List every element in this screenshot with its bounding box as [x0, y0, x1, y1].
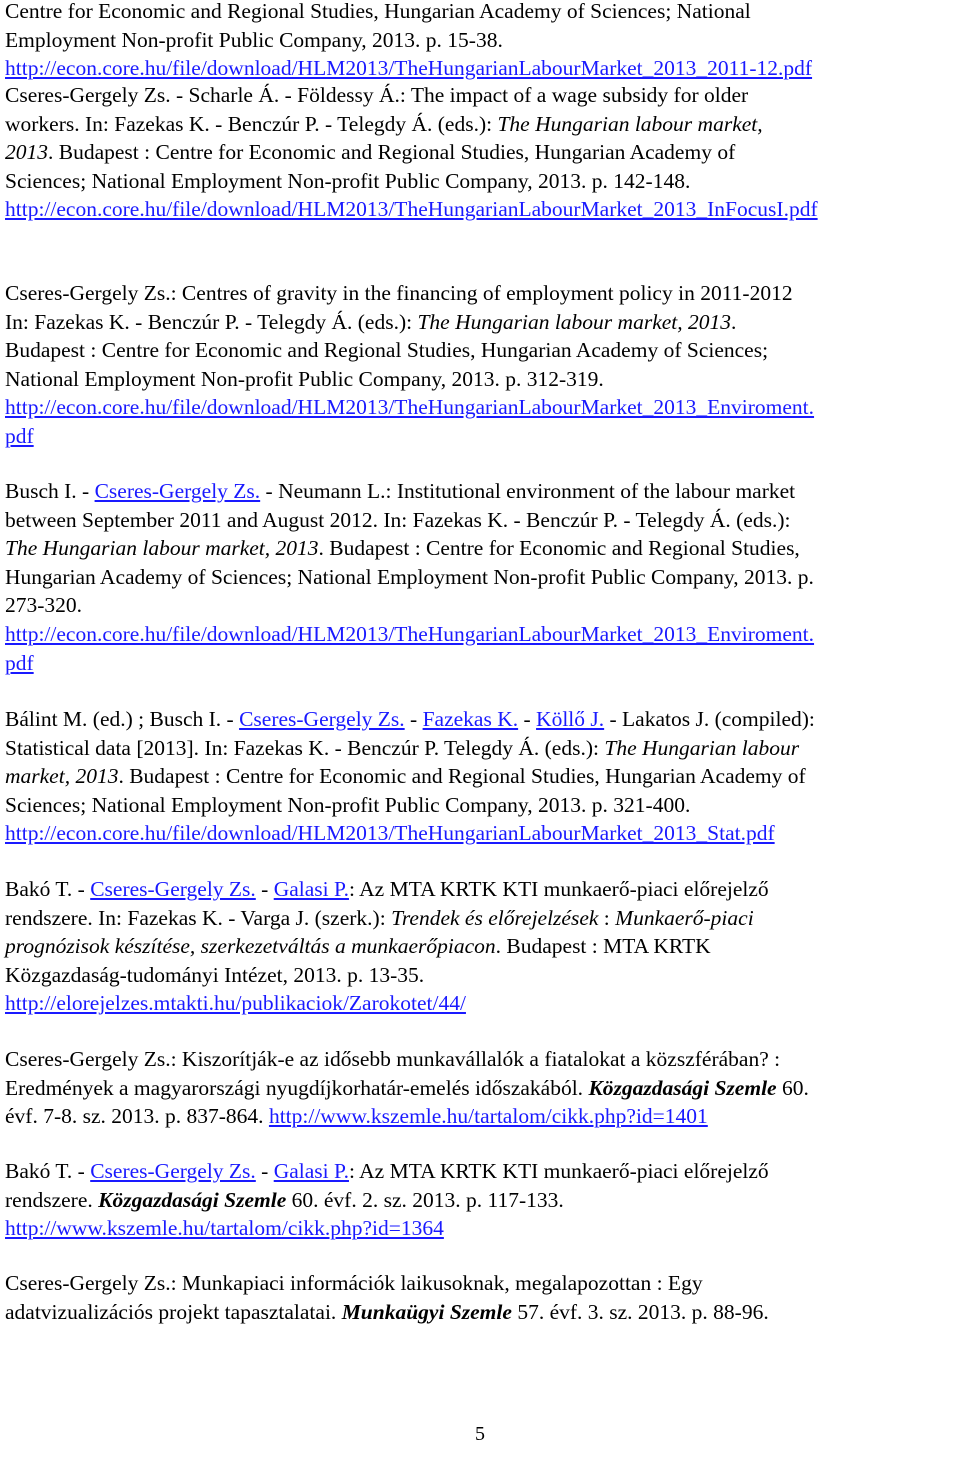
- reference-text: Busch I. -: [5, 479, 95, 503]
- reference-text-line: between September 2011 and August 2012. In: Fazekas K. - Benczúr P. - Telegdy Á. (eds.):: [5, 507, 791, 532]
- book-title: market, 2013: [5, 764, 119, 789]
- page-number: 5: [475, 1423, 485, 1445]
- author-link[interactable]: Cseres-Gergely Zs.: [90, 1159, 256, 1183]
- author-link[interactable]: Cseres-Gergely Zs.: [94, 479, 261, 503]
- author-link[interactable]: Galasi P.: [273, 1159, 349, 1183]
- reference-entry: [5, 1045, 957, 1131]
- reference-entry: [5, 1157, 957, 1243]
- reference-text-line: 273-320.: [5, 593, 83, 618]
- reference-link[interactable]: http://econ.core.hu/file/download/HLM2013/TheHungarianLabourMarket_2013_2011-12.pdf: [5, 56, 813, 81]
- reference-text-line: National Employment Non-profit Public Company, 2013. p. 312-319.: [5, 366, 604, 391]
- book-title: The Hungarian labour market, 2013: [417, 309, 732, 334]
- reference-link[interactable]: pdf: [5, 650, 34, 675]
- reference-text: . Budapest : Centre for Economic and Regional Studies,: [318, 536, 800, 561]
- reference-link[interactable]: http://elorejelzes.mtakti.hu/publikaciok/Zarokotet/44/: [5, 991, 466, 1016]
- reference-entry: [5, 875, 957, 1018]
- book-title: Munkaerő-piaci: [615, 905, 754, 930]
- reference-entry: [5, 1269, 957, 1326]
- reference-text-line: Cseres-Gergely Zs.: Centres of gravity in the financing of employment policy in 2011-2012: [5, 281, 793, 305]
- book-title: prognózisok készítése, szerkezetváltás a munkaerőpiacon: [5, 934, 496, 959]
- reference-text: .: [731, 309, 737, 334]
- reference-text-line: Sciences; National Employment Non-profit Public Company, 2013. p. 321-400.: [5, 792, 691, 817]
- reference-text: Bakó T. -: [5, 1159, 91, 1183]
- reference-link[interactable]: http://econ.core.hu/file/download/HLM2013/TheHungarianLabourMarket_2013_Enviroment.: [5, 621, 815, 646]
- reference-text: - Lakatos J. (compiled):: [604, 707, 815, 731]
- reference-entry: [5, 81, 957, 224]
- reference-entry: [5, 0, 957, 83]
- reference-text: . Budapest : Centre for Economic and Regional Studies, Hungarian Academy of: [118, 764, 806, 789]
- reference-text: : Az MTA KRTK KTI munkaerő-piaci előrejelző: [348, 877, 769, 901]
- book-title: The Hungarian labour market, 2013: [5, 536, 319, 561]
- reference-text: :: [598, 905, 616, 930]
- reference-text-line: Közgazdaság-tudományi Intézet, 2013. p. 13-35.: [5, 962, 425, 987]
- reference-text: Statistical data [2013]. In: Fazekas K. - Benczúr P. Telegdy Á. (eds.):: [5, 735, 605, 760]
- author-link[interactable]: Köllő J.: [536, 707, 605, 731]
- reference-text-line: Sciences; National Employment Non-profit Public Company, 2013. p. 142-148.: [5, 168, 691, 193]
- reference-text: rendszere. In: Fazekas K. - Varga J. (szerk.):: [5, 905, 392, 930]
- reference-link[interactable]: http://econ.core.hu/file/download/HLM2013/TheHungarianLabourMarket_2013_Enviroment.: [5, 395, 815, 420]
- author-link[interactable]: Cseres-Gergely Zs.: [239, 707, 405, 731]
- book-title: The Hungarian labour market,: [497, 111, 763, 136]
- reference-link[interactable]: http://econ.core.hu/file/download/HLM2013/TheHungarianLabourMarket_2013_Stat.pdf: [5, 821, 775, 846]
- book-title: Trendek és előrejelzések: [391, 905, 599, 930]
- reference-text-line: Cseres-Gergely Zs.: Munkapiaci információk laikusoknak, megalapozottan : Egy: [5, 1271, 703, 1295]
- journal-title: Közgazdasági Szemle: [98, 1187, 287, 1212]
- reference-text: Eredmények a magyarországi nyugdíjkorhatár-emelés időszakából.: [5, 1075, 589, 1100]
- reference-entry: [5, 477, 957, 677]
- author-link[interactable]: Fazekas K.: [422, 707, 519, 731]
- reference-link[interactable]: http://www.kszemle.hu/tartalom/cikk.php?id=1401: [268, 1104, 708, 1129]
- reference-link[interactable]: http://econ.core.hu/file/download/HLM2013/TheHungarianLabourMarket_2013_InFocusI.pdf: [5, 197, 818, 222]
- reference-text-line: Employment Non-profit Public Company, 2013. p. 15-38.: [5, 27, 503, 52]
- reference-text: 60. évf. 2. sz. 2013. p. 117-133.: [286, 1187, 564, 1212]
- reference-text-line: Cseres-Gergely Zs.: Kiszorítják-e az idősebb munkavállalók a fiatalokat a közszférában? :: [5, 1047, 781, 1071]
- reference-link[interactable]: http://www.kszemle.hu/tartalom/cikk.php?id=1364: [5, 1216, 444, 1241]
- author-link[interactable]: Galasi P.: [273, 877, 349, 901]
- reference-text: -: [255, 877, 274, 901]
- reference-text: évf. 7-8. sz. 2013. p. 837-864.: [5, 1104, 269, 1129]
- reference-text: adatvizualizációs projekt tapasztalatai.: [5, 1299, 342, 1324]
- reference-text: - Neumann L.: Institutional environment of the labour market: [260, 479, 796, 503]
- journal-title: Közgazdasági Szemle: [588, 1075, 777, 1100]
- reference-text: : Az MTA KRTK KTI munkaerő-piaci előrejelző: [348, 1159, 769, 1183]
- journal-title: Munkaügyi Szemle: [341, 1299, 512, 1324]
- reference-entry: [5, 705, 957, 848]
- reference-text-line: Cseres-Gergely Zs. - Scharle Á. - Földessy Á.: The impact of a wage subsidy for older: [5, 83, 749, 107]
- reference-text: . Budapest : Centre for Economic and Regional Studies, Hungarian Academy of: [48, 140, 736, 165]
- reference-text: 60.: [776, 1075, 809, 1100]
- reference-text-line: Centre for Economic and Regional Studies, Hungarian Academy of Sciences; National: [5, 0, 751, 23]
- author-link[interactable]: Cseres-Gergely Zs.: [90, 877, 256, 901]
- reference-text: -: [518, 707, 537, 731]
- reference-text: . Budapest : MTA KRTK: [495, 934, 711, 959]
- book-title: 2013: [5, 140, 48, 165]
- reference-text: Bálint M. (ed.) ; Busch I. -: [5, 707, 240, 731]
- reference-text: -: [404, 707, 423, 731]
- reference-text-line: Hungarian Academy of Sciences; National Employment Non-profit Public Company, 2013. p.: [5, 564, 814, 589]
- reference-text-line: Budapest : Centre for Economic and Regional Studies, Hungarian Academy of Sciences;: [5, 338, 769, 363]
- reference-text: In: Fazekas K. - Benczúr P. - Telegdy Á. (eds.):: [5, 309, 418, 334]
- reference-text: workers. In: Fazekas K. - Benczúr P. - Telegdy Á. (eds.):: [5, 111, 498, 136]
- reference-link[interactable]: pdf: [5, 423, 34, 448]
- reference-entry: [5, 279, 957, 451]
- reference-text: Bakó T. -: [5, 877, 91, 901]
- reference-text: rendszere.: [5, 1187, 99, 1212]
- reference-text: -: [255, 1159, 274, 1183]
- reference-text: 57. évf. 3. sz. 2013. p. 88-96.: [511, 1299, 769, 1324]
- book-title: The Hungarian labour: [604, 735, 800, 760]
